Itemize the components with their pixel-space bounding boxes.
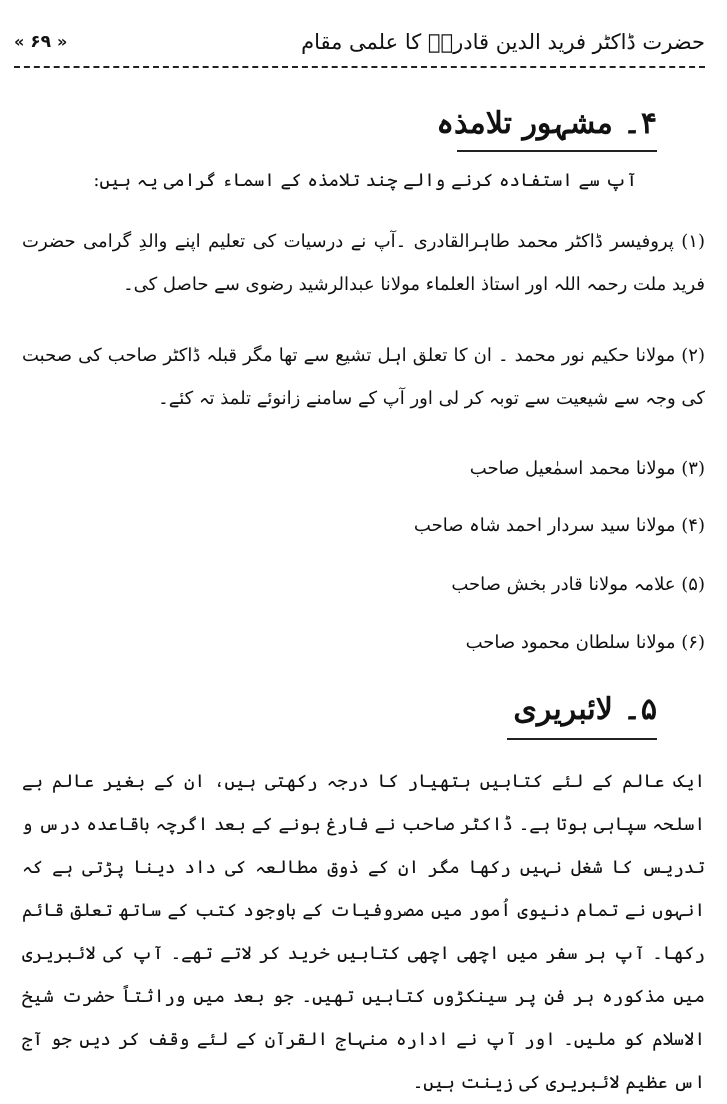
page-header	[14, 28, 705, 64]
student-item-4: (۴) مولانا سید سردار احمد شاہ صاحب	[413, 515, 705, 536]
library-paragraph: ایک عالم کے لئے کتابیں ہتھیار کا درجہ رکھتی ہیں، ان کے بغیر عالم بے اسلحہ سپاہی ہوتا ہے۔ ڈاکٹر صاحب نے فارغ ہونے کے بعد اگرچہ باقاعدہ درس و تدریس کا شغل نہیں رکھا مگر ان کے ذوق مطالعہ کی داد دینا پڑتی ہے کہ انہوں نے تمام دنیوی اُمور میں مصروفیات کے باوجود کتب کے ساتھ تعلق قائم رکھا۔ آپ ہر سفر میں اچھی اچھی کتابیں خرید کر لاتے تھے۔ آپ کی لائبریری میں مذکورہ ہر فن پر سینکڑوں کتابیں تھیں۔ جو بعد میں وراثتاً حضرت شیخ الاسلام کو ملیں۔ اور آپ نے ادارہ منہاج القرآن کے لئے وقف کر دیں جو آج اس عظیم لائبریری کی زینت ہیں۔	[22, 771, 705, 1093]
student-item-2: (۲) مولانا حکیم نور محمد ۔ ان کا تعلق اہل تشیع سے تھا مگر قبلہ ڈاکٹر صاحب کی صحبت کی وجہ سے شیعیت سے توبہ کر لی اور آپ کے سامنے زانوئے تلمذ تہ کئے۔	[22, 345, 705, 409]
page-number: ۶۹	[30, 32, 52, 52]
student-item-1: (۱) پروفیسر ڈاکٹر محمد طاہرالقادری ۔آپ نے درسیات کی تعلیم اپنے والدِ گرامی حضرت فرید ملت رحمہ اللہ اور استاذ العلماء مولانا عبدالرشید رضوی سے حاصل کی۔	[22, 231, 705, 295]
section-4-intro: آپ سے استفادہ کرنے والے چند تلامذہ کے اسماء گرامی یہ ہیں:	[93, 170, 637, 191]
section-4-heading-underline	[457, 150, 657, 152]
student-item-5: (۵) علامہ مولانا قادر بخش صاحب	[451, 574, 705, 595]
section-5-heading: ۵۔ لائبریری	[513, 692, 657, 727]
student-item-6: (۶) مولانا سلطان محمود صاحب	[465, 632, 705, 653]
section-4-heading: ۴۔ مشہور تلامذہ	[436, 106, 657, 141]
ornament-left-icon: «	[14, 32, 25, 51]
student-item-3: (۳) مولانا محمد اسمٰعیل صاحب	[469, 458, 705, 479]
page-number-box	[14, 32, 67, 52]
running-title: حضرت ڈاکٹر فرید الدین قادریؒ کا علمی مقام	[301, 30, 705, 54]
header-divider	[14, 66, 705, 68]
section-5-heading-underline	[507, 738, 657, 740]
ornament-right-icon: »	[56, 32, 68, 51]
